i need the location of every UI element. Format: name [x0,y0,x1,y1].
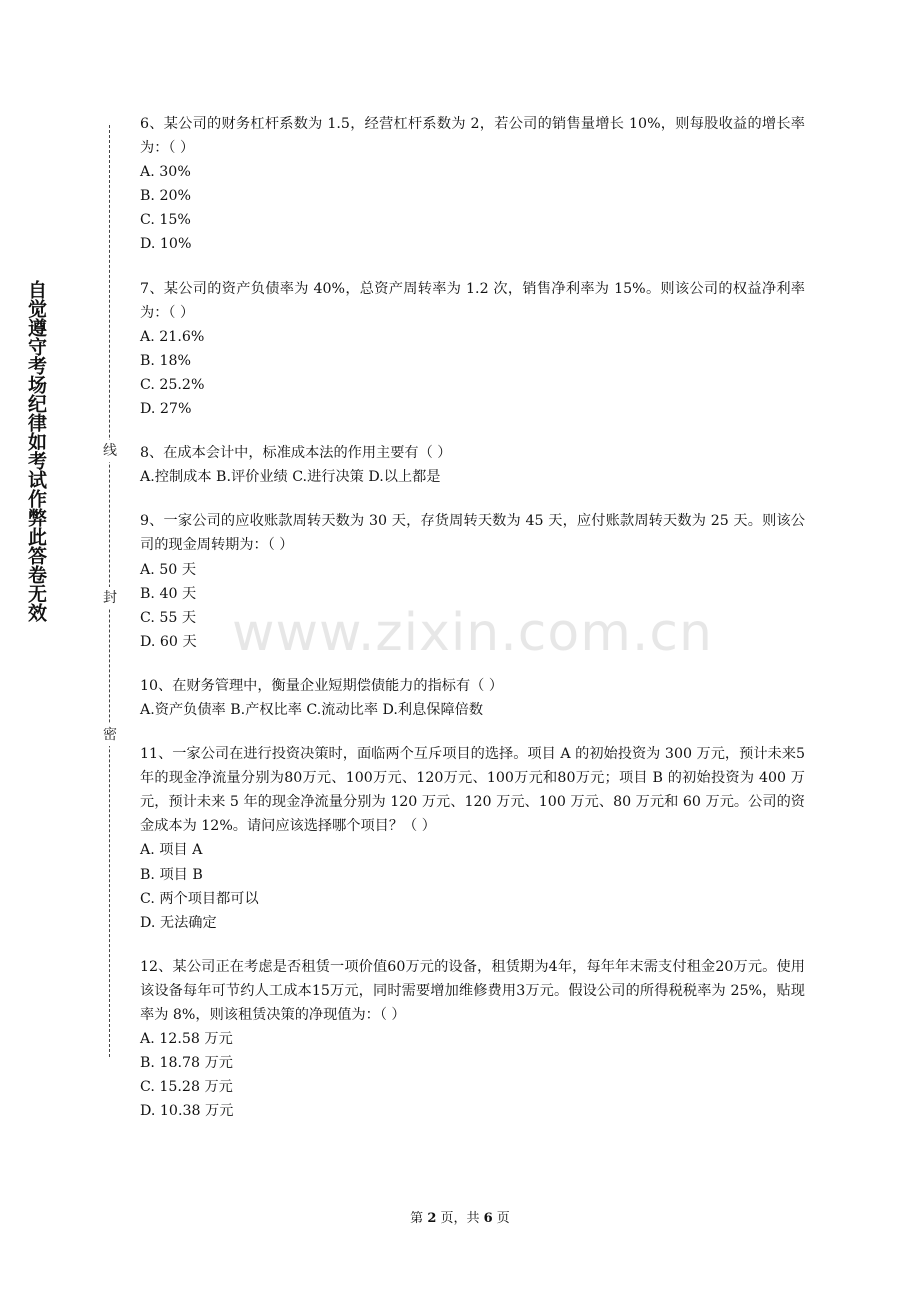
footer-page-number: 2 [427,1211,437,1226]
footer-prefix: 第 [410,1211,428,1226]
option-c: C. 15.28 万元 [140,1079,233,1096]
question-8 [140,441,805,489]
binding-mark-seal: 封 [100,587,120,609]
question-7 [140,277,805,422]
option-a: A. 21.6% [140,328,205,345]
option-d: D. 10% [140,236,192,253]
question-list [140,112,805,1143]
page-footer [0,1207,920,1226]
question-12 [140,955,805,1124]
option-d: D. 无法确定 [140,914,217,931]
option-d: D. 60 天 [140,633,197,650]
option-c: C. 两个项目都可以 [140,890,259,907]
question-stem: 10、在财务管理中，衡量企业短期偿债能力的指标有（ ） [140,677,504,694]
option-d: D. 10.38 万元 [140,1103,234,1120]
option-b: B. 40 天 [140,585,197,602]
binding-mark-line: 线 [100,440,120,462]
option-c: C. 25.2% [140,376,205,393]
options-inline: A.控制成本 B.评价业绩 C.进行决策 D.以上都是 [140,469,441,486]
footer-total-pages: 6 [483,1211,493,1226]
option-a: A. 50 天 [140,561,197,578]
question-stem: 12、某公司正在考虑是否租赁一项价值60万元的设备，租赁期为4年，每年年末需支付租金20万元。使用该设备每年可节约人工成本15万元，同时需要增加维修费用3万元。假设公司的所得税税率为 25%，贴现率为 8%，则该租赁决策的净现值为：（ ） [140,958,805,1023]
watermark: www.zixin.com.cn [232,603,713,663]
option-d: D. 27% [140,401,192,418]
option-b: B. 18.78 万元 [140,1055,233,1072]
option-a: A. 项目 A [140,842,203,859]
question-stem: 11、一家公司在进行投资决策时，面临两个互斥项目的选择。项目 A 的初始投资为 300 万元，预计未来5年的现金净流量分别为80万元、100万元、120万元、100万元和80万元；项目 B 的初始投资为 400 万元，预计未来 5 年的现金净流量分别为 120 万元、120 万元、100 万元、80 万元和 60 万元。公司的资金成本为 12%。请问应该选择哪个项目？（ ） [140,746,805,835]
question-11 [140,742,805,935]
question-stem: 6、某公司的财务杠杆系数为 1.5，经营杠杆系数为 2，若公司的销售量增长 10%，则每股收益的增长率为：（ ） [140,116,805,157]
footer-middle: 页，共 [436,1211,484,1226]
options-inline: A.资产负债率 B.产权比率 C.流动比率 D.利息保障倍数 [140,701,484,718]
option-b: B. 20% [140,188,191,205]
question-stem: 8、在成本会计中，标准成本法的作用主要有（ ） [140,445,452,462]
option-c: C. 55 天 [140,609,197,626]
question-9 [140,509,805,654]
option-b: B. 项目 B [140,866,203,883]
question-6 [140,112,805,257]
footer-suffix: 页 [492,1211,510,1226]
option-a: A. 12.58 万元 [140,1031,233,1048]
question-stem: 9、一家公司的应收账款周转天数为 30 天，存货周转天数为 45 天，应付账款周转天数为 25 天。则该公司的现金周转期为：（ ） [140,513,805,554]
question-10 [140,674,805,722]
binding-mark-secret: 密 [100,724,120,746]
option-c: C. 15% [140,212,191,229]
option-a: A. 30% [140,164,191,181]
question-stem: 7、某公司的资产负债率为 40%，总资产周转率为 1.2 次，销售净利率为 15%。则该公司的权益净利率为：（ ） [140,280,805,321]
exam-discipline-banner: 自觉遵守考场纪律如考试作弊此答卷无效 [25,280,47,622]
option-b: B. 18% [140,352,191,369]
